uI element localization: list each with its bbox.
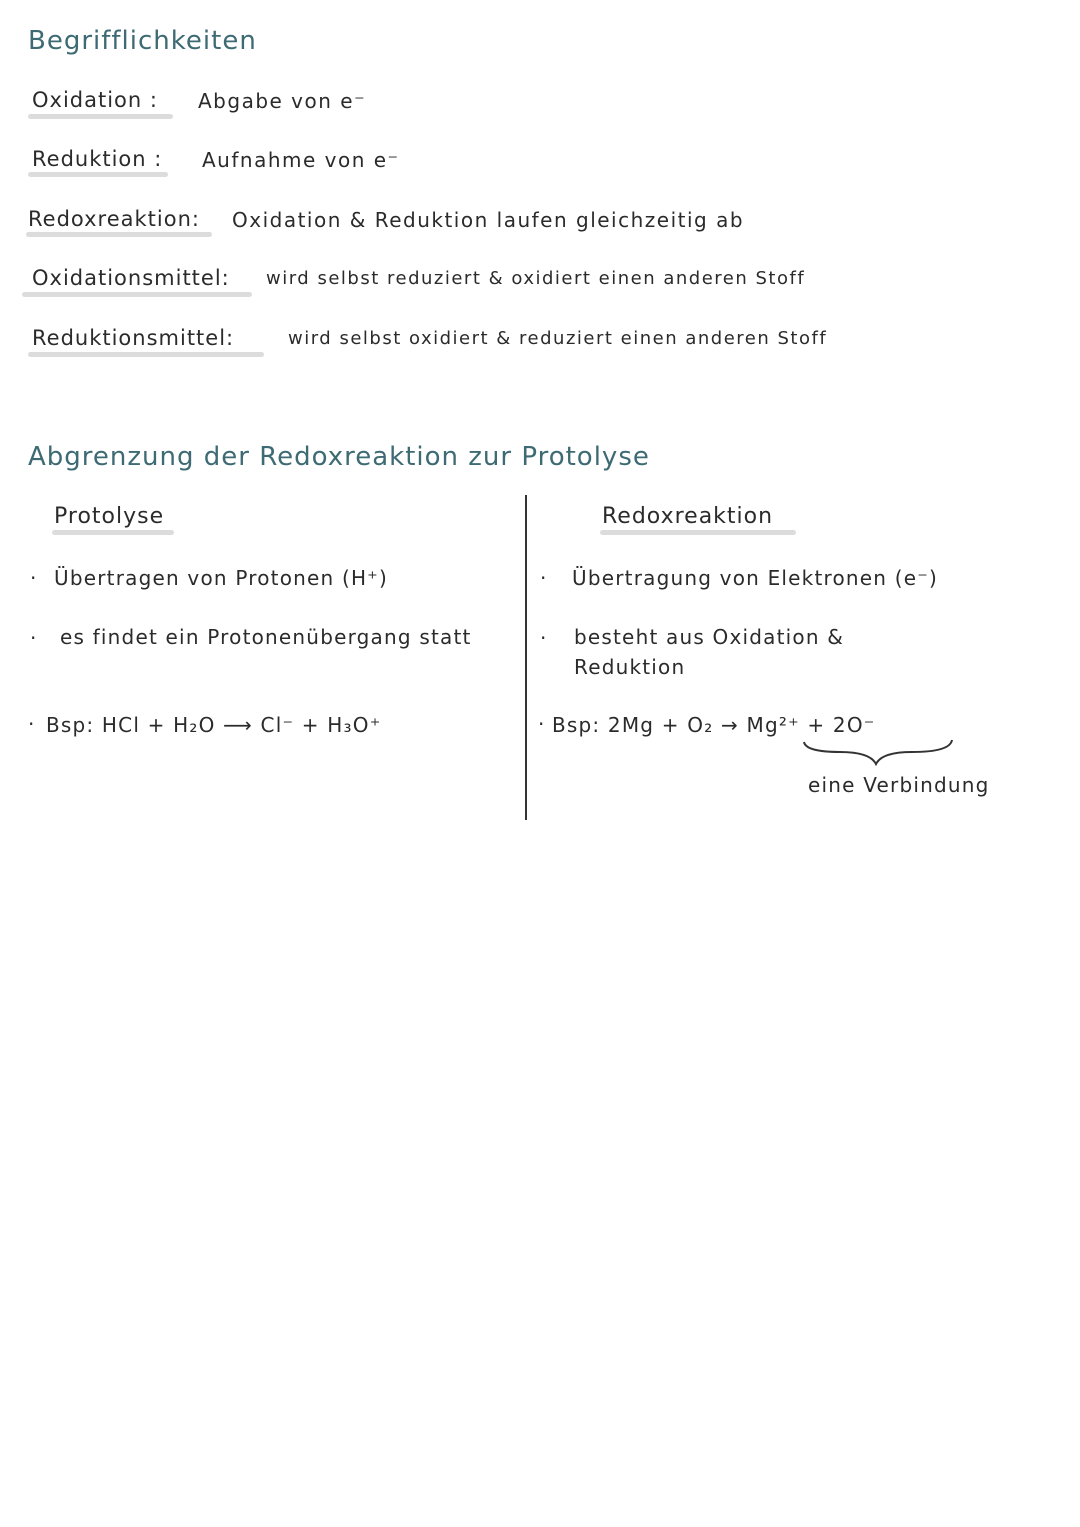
bullet-dot: · [30, 566, 37, 590]
highlight-oxidation [28, 114, 173, 119]
term-oxidation: Oxidation : [32, 88, 158, 112]
column-header-redoxreaktion: Redoxreaktion [602, 504, 774, 529]
bullet-dot: · [538, 712, 545, 736]
term-reduktionsmittel: Reduktionsmittel: [32, 326, 235, 350]
term-reduktion: Reduktion : [32, 147, 163, 171]
bullet-dot: · [30, 626, 37, 650]
bullet-dot: · [28, 712, 35, 736]
highlight-protolyse-header [52, 530, 174, 535]
section-title-begrifflichkeiten: Begrifflichkeiten [28, 26, 257, 56]
redox-point-1: Übertragung von Elektronen (e⁻) [572, 566, 939, 590]
highlight-redox-header [600, 530, 796, 535]
column-divider [525, 495, 527, 820]
redox-annotation: eine Verbindung [808, 773, 990, 797]
protolyse-point-1: Übertragen von Protonen (H⁺) [54, 566, 388, 590]
definition-oxidation: Abgabe von e⁻ [198, 89, 367, 113]
highlight-reduktionsmittel [28, 352, 264, 357]
bullet-dot: · [540, 566, 547, 590]
term-oxidationsmittel: Oxidationsmittel: [32, 266, 230, 290]
highlight-reduktion [28, 172, 168, 177]
redox-point-2: besteht aus Oxidation & Reduktion [574, 625, 845, 679]
highlight-oxidationsmittel [22, 292, 252, 297]
redox-example: Bsp: 2Mg + O₂ → Mg²⁺ + 2O⁻ [552, 713, 876, 737]
definition-redoxreaktion: Oxidation & Reduktion laufen gleichzeitig ab [232, 208, 745, 232]
bullet-dot: · [540, 626, 547, 650]
column-header-protolyse: Protolyse [54, 504, 165, 529]
term-redoxreaktion: Redoxreaktion: [28, 207, 200, 231]
definition-reduktionsmittel: wird selbst oxidiert & reduziert einen anderen Stoff [288, 328, 828, 349]
section-title-abgrenzung: Abgrenzung der Redoxreaktion zur Protolyse [28, 442, 650, 472]
protolyse-point-2: es findet ein Protonenübergang statt [60, 625, 472, 649]
highlight-redoxreaktion [26, 232, 212, 237]
definition-reduktion: Aufnahme von e⁻ [202, 148, 400, 172]
definition-oxidationsmittel: wird selbst reduziert & oxidiert einen anderen Stoff [266, 268, 806, 289]
protolyse-example: Bsp: HCl + H₂O ⟶ Cl⁻ + H₃O⁺ [46, 713, 382, 737]
brace-icon [800, 738, 960, 768]
